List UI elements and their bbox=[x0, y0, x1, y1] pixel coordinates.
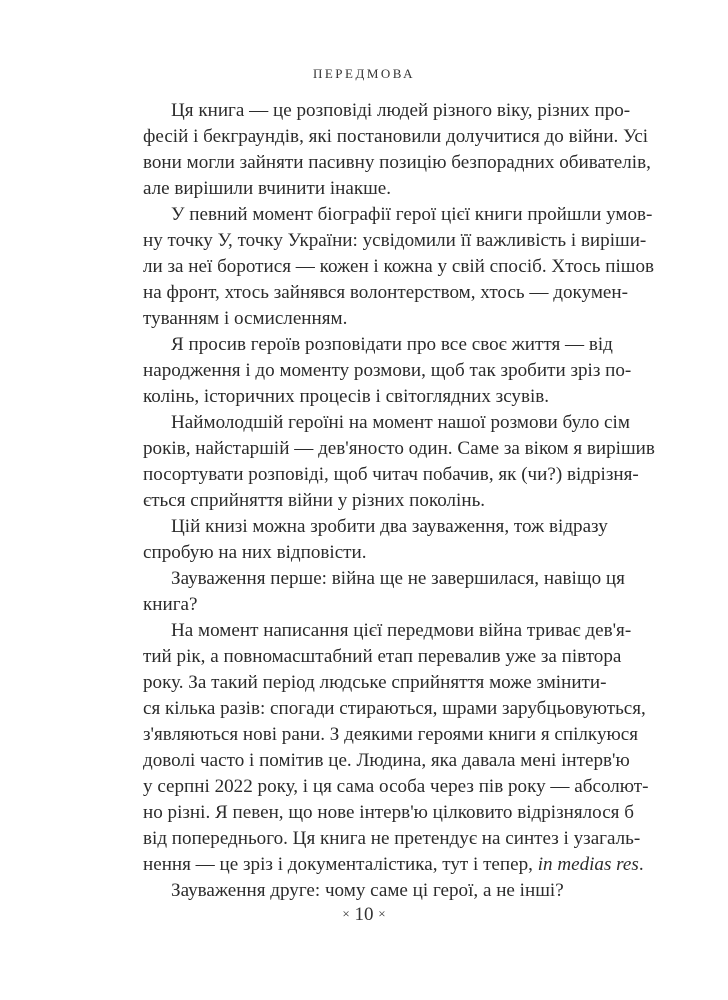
text-segment: нення — це зріз і документалістика, тут і тепер, bbox=[143, 854, 538, 875]
body-text bbox=[143, 98, 655, 904]
page-number bbox=[0, 904, 728, 926]
text-line: ся кілька разів: спогади стираються, шрами зарубцьовуються, bbox=[143, 698, 646, 719]
text-line: років, найстаршій — дев'яносто один. Саме за віком я вирішив bbox=[143, 438, 655, 459]
ornament-left: × bbox=[342, 906, 350, 921]
ornament-right: × bbox=[378, 906, 386, 921]
text-line: туванням і осмисленням. bbox=[143, 308, 348, 329]
text-line bbox=[143, 852, 644, 878]
text-line: Ця книга — це розповіді людей різного віку, різних про- bbox=[171, 100, 631, 121]
text-line: Наймолодшій героїні на момент нашої розмови було сім bbox=[171, 412, 630, 433]
text-line: доволі часто і помітив це. Людина, яка давала мені інтерв'ю bbox=[143, 750, 630, 771]
text-line: тий рік, а повномасштабний етап перевалив уже за півтора bbox=[143, 646, 622, 667]
text-line: посортувати розповіді, щоб читач побачив, як (чи?) відрізня- bbox=[143, 464, 639, 485]
text-line: ну точку У, точку України: усвідомили її важливість і виріши- bbox=[143, 230, 647, 251]
paragraph bbox=[143, 566, 625, 618]
text-line: ється сприйняття війни у різних поколінь. bbox=[143, 490, 486, 511]
text-line: з'являються нові рани. З деякими героями книги я спілкуюся bbox=[143, 724, 639, 745]
text-segment: . bbox=[638, 854, 644, 875]
text-line: від попереднього. Ця книга не претендує на синтез і узагаль- bbox=[143, 828, 641, 849]
paragraph bbox=[143, 98, 651, 202]
text-line: народження і до моменту розмови, щоб так зробити зріз по- bbox=[143, 360, 632, 381]
text-line: На момент написання цієї передмови війна триває дев'я- bbox=[171, 620, 632, 641]
paragraph bbox=[143, 878, 601, 904]
text-line: вони могли зайняти пасивну позицію безпорадних обивателів, bbox=[143, 152, 651, 173]
text-line: спробую на них відповісти. bbox=[143, 542, 367, 563]
paragraph bbox=[143, 618, 649, 878]
text-line: але вирішили вчинити інакше. bbox=[143, 178, 392, 199]
text-line: у серпні 2022 року, і ця сама особа через пів року — абсолют- bbox=[143, 776, 649, 797]
text-line: ли за неї боротися — кожен і кожна у свій спосіб. Хтось пішов bbox=[143, 256, 655, 277]
running-title: ПЕРЕДМОВА bbox=[312, 66, 416, 81]
italic-phrase: in medias res bbox=[537, 854, 639, 875]
page-number-value: 10 bbox=[354, 904, 374, 925]
paragraph bbox=[143, 202, 655, 332]
text-line: колінь, історичних процесів і світоглядних зсувів. bbox=[143, 386, 550, 407]
text-line: но різні. Я певен, що нове інтерв'ю цілковито відрізнялося б bbox=[143, 802, 634, 823]
text-line: У певний момент біографії герої цієї книги пройшли умов- bbox=[171, 204, 653, 225]
text-line: книга? bbox=[143, 594, 198, 615]
text-line: Зауваження перше: війна ще не завершилася, навіщо ця bbox=[171, 568, 625, 589]
paragraph bbox=[143, 410, 655, 514]
text-line: фесій і бекграундів, які постановили долучитися до війни. Усі bbox=[143, 126, 649, 147]
text-line: Зауваження друге: чому саме ці герої, а не інші? bbox=[171, 880, 564, 901]
text-line: на фронт, хтось зайнявся волонтерством, хтось — докумен- bbox=[143, 282, 628, 303]
text-line: року. За такий період людське сприйняття може змінити- bbox=[143, 672, 607, 693]
text-line: Я просив героїв розповідати про все своє життя — від bbox=[171, 334, 613, 355]
paragraph bbox=[143, 514, 608, 566]
paragraph bbox=[143, 332, 632, 410]
text-line: Цій книзі можна зробити два зауваження, тож відразу bbox=[171, 516, 608, 537]
